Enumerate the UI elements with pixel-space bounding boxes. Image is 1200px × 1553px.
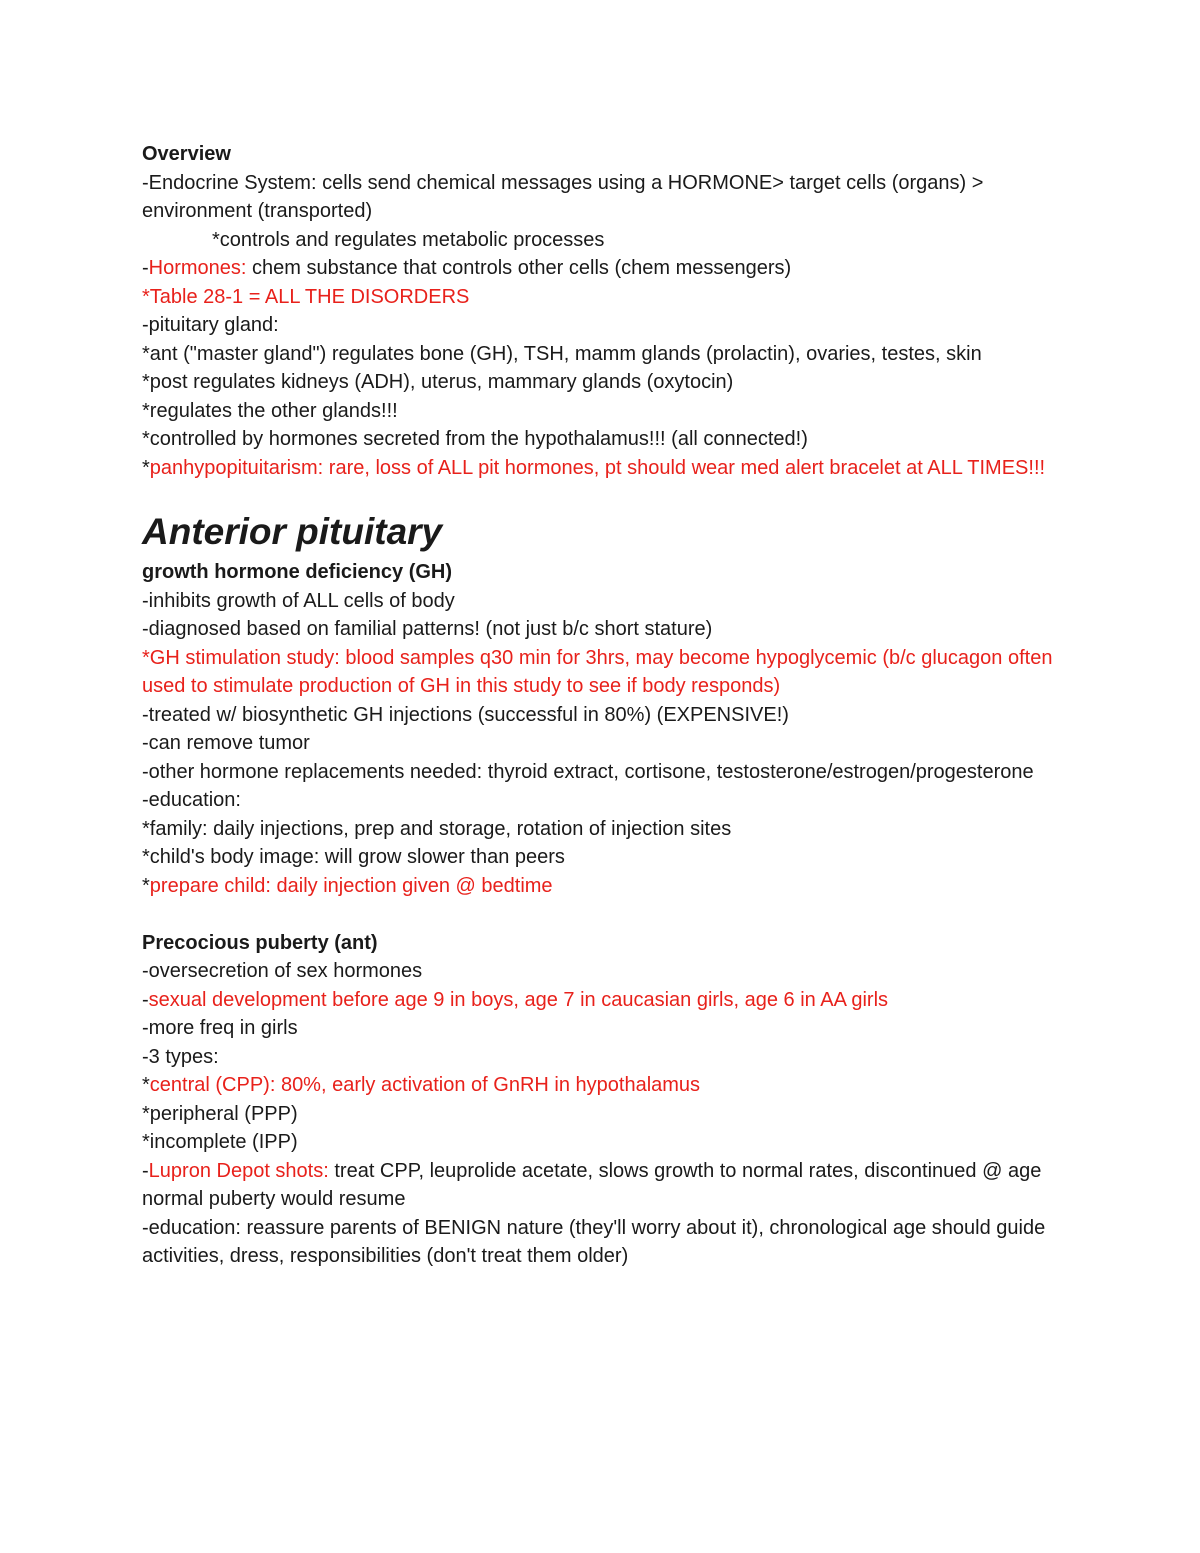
panhypo-line xyxy=(142,454,1072,483)
pp-heading: Precocious puberty (ant) xyxy=(142,931,378,954)
hormones-term: Hormones: xyxy=(148,257,247,279)
pp-line-2 xyxy=(142,986,1072,1015)
anterior-pituitary-heading: Anterior pituitary xyxy=(142,511,443,552)
pp-line-7: *incomplete (IPP) xyxy=(142,1131,298,1153)
pp-line-2-text: sexual development before age 9 in boys, age 7 in caucasian girls, age 6 in AA girls xyxy=(148,988,889,1011)
pituitary-line: -pituitary gland: xyxy=(142,314,279,336)
gh-line-4: -treated w/ biosynthetic GH injections (successful in 80%) (EXPENSIVE!) xyxy=(142,703,789,726)
pp-line-1: -oversecretion of sex hormones xyxy=(142,960,423,982)
ant-line: *ant ("master gland") regulates bone (GH), TSH, mamm glands (prolactin), ovaries, testes, skin xyxy=(142,342,982,365)
post-line: *post regulates kidneys (ADH), uterus, mammary glands (oxytocin) xyxy=(142,371,734,393)
overview-heading: Overview xyxy=(142,143,231,165)
gh-stimulation-line: *GH stimulation study: blood samples q30 min for 3hrs, may become hypoglycemic (b/c glucagon often used to stimulate production of GH in this study to see if body responds) xyxy=(142,646,1053,697)
pp-line-3: -more freq in girls xyxy=(142,1017,298,1039)
pp-line-5-prefix: * xyxy=(142,1074,150,1096)
controlled-line: *controlled by hormones secreted from the hypothalamus!!! (all connected!) xyxy=(142,428,808,450)
gh-line-1: -inhibits growth of ALL cells of body xyxy=(142,589,455,612)
gh-line-6: -other hormone replacements needed: thyroid extract, cortisone, testosterone/estrogen/progesterone xyxy=(142,760,1034,783)
pp-line-8-prefix: - xyxy=(142,1159,149,1182)
pp-line-5-text: central (CPP): 80%, early activation of GnRH in hypothalamus xyxy=(149,1074,701,1096)
endocrine-line: -Endocrine System: cells send chemical messages using a HORMONE> target cells (organs) > environment (transported) xyxy=(142,171,984,222)
hormones-line xyxy=(142,254,1072,283)
hormones-prefix: - xyxy=(142,257,149,279)
section-spacer xyxy=(142,900,1072,929)
pp-line-6: *peripheral (PPP) xyxy=(142,1102,298,1125)
hormones-definition: chem substance that controls other cells (chem messengers) xyxy=(246,257,792,279)
gh-line-2: -diagnosed based on familial patterns! (not just b/c short stature) xyxy=(142,618,713,640)
pp-line-9: -education: reassure parents of BENIGN nature (they'll worry about it), chronological age should guide activities, dress, responsibilities (don't treat them older) xyxy=(142,1216,1046,1267)
controls-line: *controls and regulates metabolic processes xyxy=(212,228,605,251)
gh-line-10-prefix: * xyxy=(142,874,150,897)
pp-line-4: -3 types: xyxy=(142,1045,219,1068)
gh-line-5: -can remove tumor xyxy=(142,732,310,754)
pp-line-8-rest: treat CPP, leuprolide acetate, slows growth to normal rates, discontinued @ age normal puberty would resume xyxy=(142,1159,1042,1210)
document-page xyxy=(142,140,1072,1271)
pp-line-2-prefix: - xyxy=(142,988,149,1011)
gh-line-10-text: prepare child: daily injection given @ bedtime xyxy=(149,874,553,897)
gh-line-9: *child's body image: will grow slower than peers xyxy=(142,846,565,868)
pp-line-5 xyxy=(142,1071,1072,1100)
panhypo-text: panhypopituitarism: rare, loss of ALL pit hormones, pt should wear med alert bracelet at ALL TIMES!!! xyxy=(149,456,1046,479)
regulates-line: *regulates the other glands!!! xyxy=(142,399,398,422)
pp-line-8-term: Lupron Depot shots: xyxy=(148,1159,329,1182)
gh-heading: growth hormone deficiency (GH) xyxy=(142,561,453,583)
pp-line-8 xyxy=(142,1157,1072,1214)
gh-line-10 xyxy=(142,872,1072,901)
gh-line-7: -education: xyxy=(142,789,241,811)
gh-line-8: *family: daily injections, prep and storage, rotation of injection sites xyxy=(142,817,732,840)
panhypo-prefix: * xyxy=(142,456,150,479)
table-note-line: *Table 28-1 = ALL THE DISORDERS xyxy=(142,285,470,308)
